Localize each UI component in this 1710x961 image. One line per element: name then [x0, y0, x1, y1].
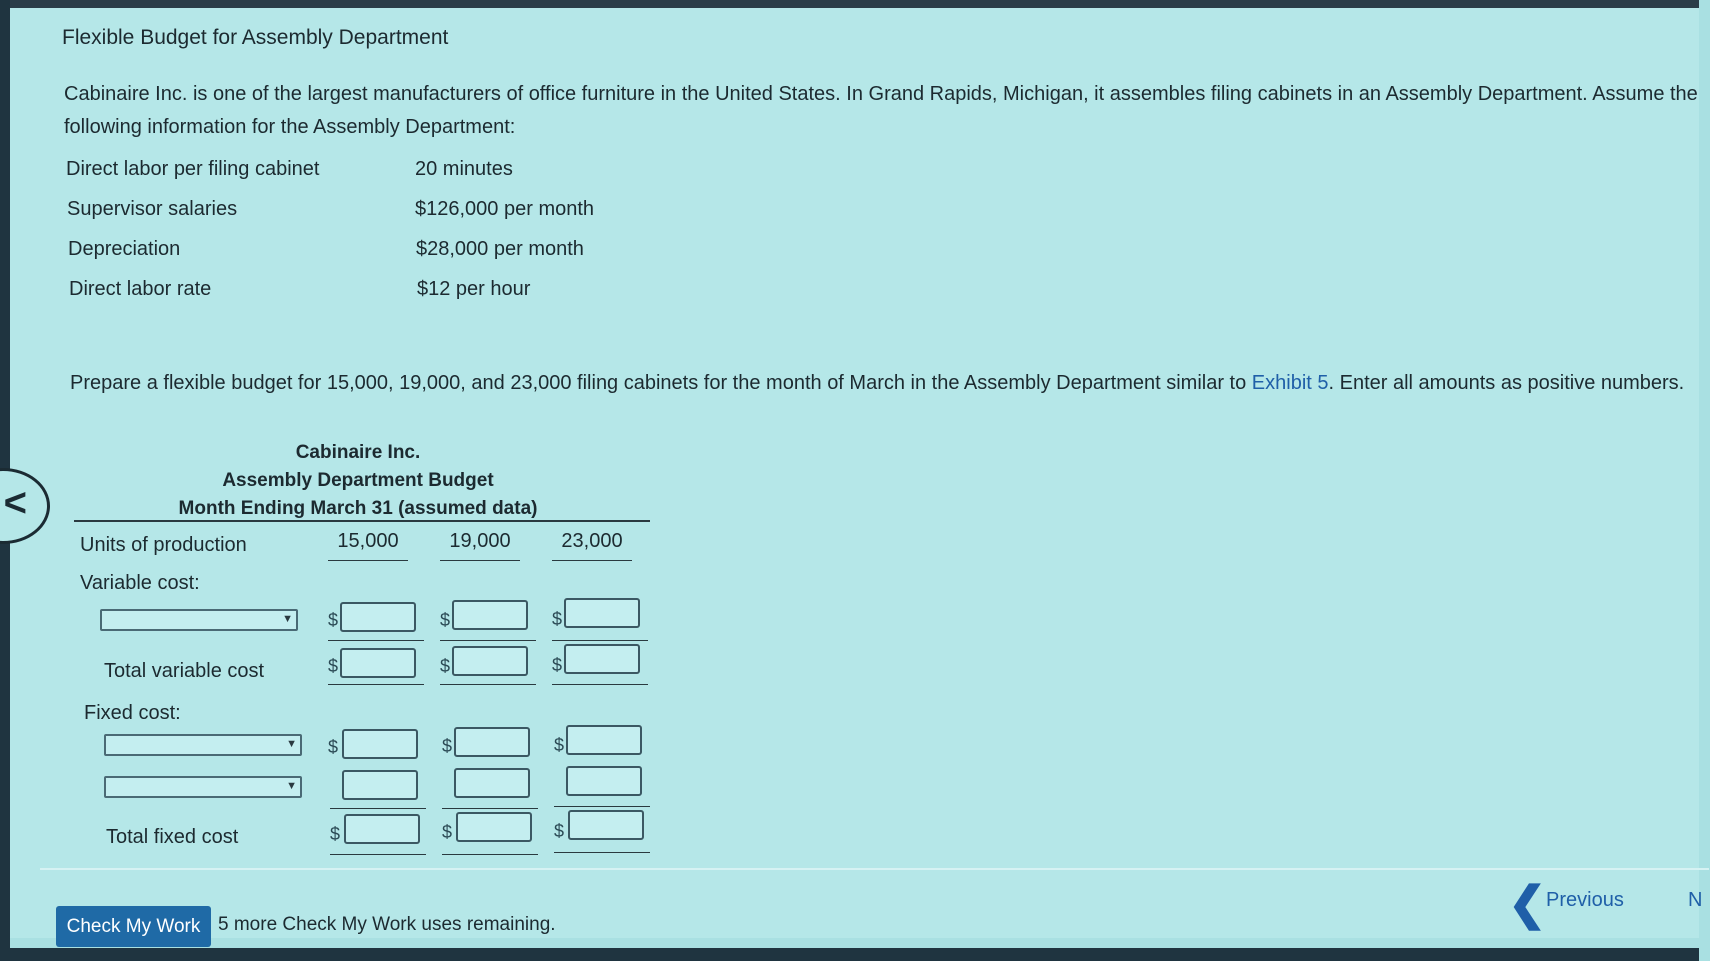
budget-name: Assembly Department Budget — [222, 470, 494, 491]
info-label-depreciation: Depreciation — [68, 238, 181, 260]
header-rule — [74, 520, 650, 522]
fixed-cost-item-2-select[interactable] — [104, 776, 302, 798]
variable-cost-label: Variable cost: — [80, 572, 200, 594]
problem-page — [10, 8, 1699, 938]
chevron-left-icon: < — [3, 481, 27, 525]
previous-button[interactable]: Previous — [1546, 889, 1624, 911]
fixed-cost-2-23000-input[interactable] — [566, 766, 642, 796]
currency-sign: $ — [442, 736, 453, 756]
currency-sign: $ — [328, 737, 339, 757]
units-underline — [552, 560, 632, 561]
info-label-labor-rate: Direct labor rate — [69, 278, 212, 300]
check-my-work-button[interactable]: Check My Work — [56, 906, 211, 947]
sum-rule — [552, 640, 648, 641]
info-label-direct-labor: Direct labor per filing cabinet — [66, 158, 320, 180]
fixed-cost-1-23000-input[interactable] — [566, 725, 642, 755]
info-value-direct-labor: 20 minutes — [415, 158, 513, 180]
bottom-bar — [0, 948, 1699, 961]
sum-rule — [328, 684, 424, 685]
sum-rule — [554, 852, 650, 853]
sum-rule — [552, 684, 648, 685]
total-fixed-23000-input[interactable] — [568, 810, 644, 840]
dropdown-arrow-icon: ▼ — [286, 738, 297, 750]
instructions-text: Prepare a flexible budget for 15,000, 19,000, and 23,000 filing cabinets for the month of March in the Assembly Department similar to — [70, 372, 1252, 394]
currency-sign: $ — [440, 610, 451, 630]
chevron-left-icon[interactable]: ❮ — [1508, 877, 1547, 929]
variable-cost-item-select[interactable] — [100, 609, 298, 631]
info-value-supervisor: $126,000 per month — [415, 198, 595, 220]
sum-rule — [330, 854, 426, 855]
fixed-cost-2-19000-input[interactable] — [454, 768, 530, 798]
currency-sign: $ — [328, 656, 339, 676]
currency-sign: $ — [330, 824, 341, 844]
intro-text: Cabinaire Inc. is one of the largest manufacturers of office furniture in the United States. In Grand Rapids, Michigan, it assembles filing cabinets in an Assembly Department. Assume the following information for the Assembly Department: — [64, 83, 1698, 138]
currency-sign: $ — [442, 822, 453, 842]
footer-divider — [40, 868, 1709, 870]
sum-rule — [554, 806, 650, 807]
sum-rule — [330, 808, 426, 809]
total-variable-23000-input[interactable] — [564, 644, 640, 674]
sum-rule — [440, 684, 536, 685]
currency-sign: $ — [552, 609, 563, 629]
fixed-cost-label: Fixed cost: — [84, 702, 181, 724]
info-value-depreciation: $28,000 per month — [416, 238, 584, 260]
currency-sign: $ — [554, 735, 565, 755]
dropdown-arrow-icon: ▼ — [286, 780, 297, 792]
dropdown-arrow-icon: ▼ — [282, 613, 293, 625]
units-19000: 19,000 — [449, 530, 511, 552]
units-underline — [440, 560, 520, 561]
sum-rule — [442, 854, 538, 855]
total-fixed-label: Total fixed cost — [106, 826, 239, 848]
units-label: Units of production — [80, 534, 247, 556]
remaining-uses-text: 5 more Check My Work uses remaining. — [218, 914, 556, 935]
fixed-cost-1-19000-input[interactable] — [454, 727, 530, 757]
budget-company: Cabinaire Inc. — [295, 442, 421, 463]
total-variable-15000-input[interactable] — [340, 648, 416, 678]
budget-period: Month Ending March 31 (assumed data) — [178, 498, 538, 519]
units-15000: 15,000 — [337, 530, 399, 552]
sum-rule — [440, 640, 536, 641]
currency-sign: $ — [554, 821, 565, 841]
sum-rule — [442, 808, 538, 809]
exhibit-link[interactable]: Exhibit 5 — [1251, 372, 1329, 394]
info-label-supervisor: Supervisor salaries — [67, 198, 238, 220]
info-value-labor-rate: $12 per hour — [417, 278, 531, 300]
fixed-cost-item-1-select[interactable] — [104, 734, 302, 756]
sum-rule — [328, 640, 424, 641]
page-title: Flexible Budget for Assembly Department — [62, 26, 449, 49]
variable-cost-19000-input[interactable] — [452, 600, 528, 630]
units-23000: 23,000 — [561, 530, 623, 552]
total-variable-19000-input[interactable] — [452, 646, 528, 676]
instructions — [70, 366, 1710, 400]
variable-cost-15000-input[interactable] — [340, 602, 416, 632]
units-underline — [328, 560, 408, 561]
fixed-cost-1-15000-input[interactable] — [342, 729, 418, 759]
currency-sign: $ — [440, 656, 451, 676]
total-fixed-15000-input[interactable] — [344, 814, 420, 844]
fixed-cost-2-15000-input[interactable] — [342, 770, 418, 800]
currency-sign: $ — [328, 610, 339, 630]
total-variable-label: Total variable cost — [104, 660, 265, 682]
top-bar — [0, 0, 1699, 8]
total-fixed-19000-input[interactable] — [456, 812, 532, 842]
variable-cost-23000-input[interactable] — [564, 598, 640, 628]
next-button[interactable]: N — [1688, 889, 1703, 911]
currency-sign: $ — [552, 655, 563, 675]
instructions-text-end: . Enter all amounts as positive numbers. — [1328, 372, 1685, 394]
